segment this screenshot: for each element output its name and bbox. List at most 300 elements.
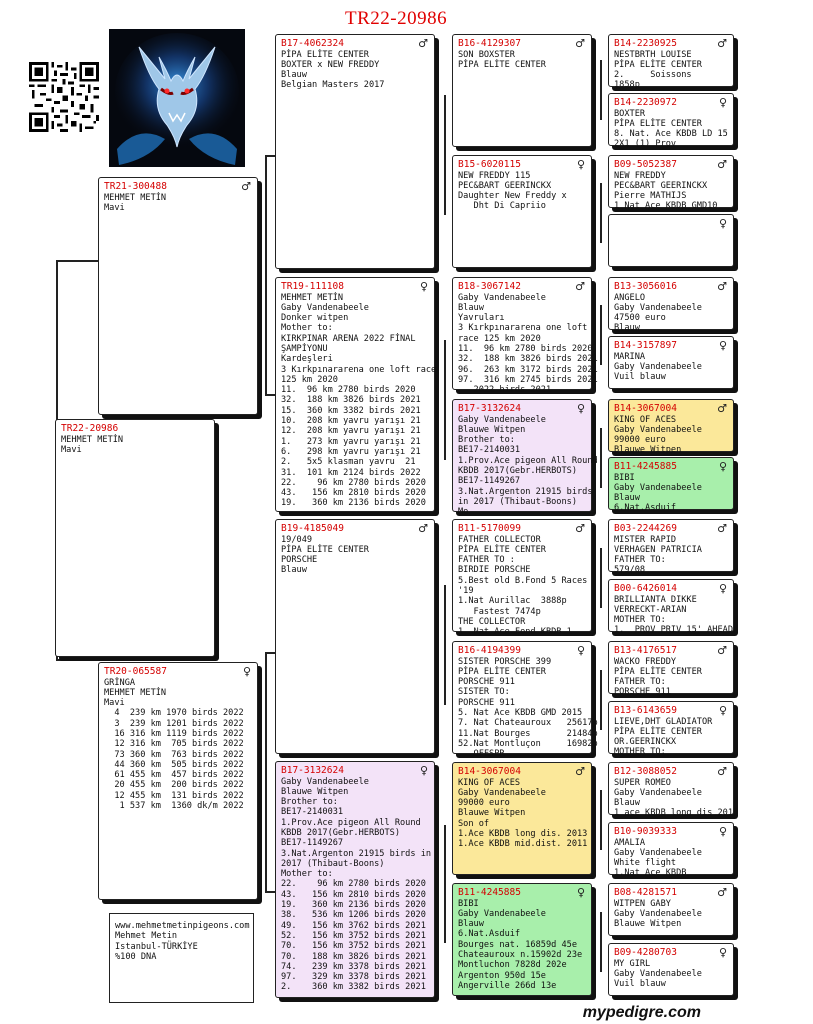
pigeon-info-line: Gaby Vandenabeele	[614, 424, 702, 435]
pigeon-card-g11[interactable]	[608, 641, 734, 698]
pigeon-info-line: 2. 5x5 klasman yavru 21	[281, 457, 416, 468]
pigeon-info-line: 4 239 km 1970 birds 2022	[104, 708, 244, 719]
ring-number: B16-4129307	[458, 38, 521, 49]
pigeon-info-line: 32. 188 km 3826 birds 2021	[281, 395, 421, 406]
pigeon-info-line: BE17-1149267	[458, 476, 521, 487]
pigeon-card-g1[interactable]	[608, 34, 734, 91]
pigeon-info-line: 70. 188 km 3826 birds 2021	[281, 951, 426, 962]
pigeon-info-line: PİPA ELİTE CENTER	[614, 59, 702, 70]
pigeon-info-line: 5.Best old B.Fond 5 Races	[458, 575, 588, 586]
ring-number: B12-3088052	[614, 766, 677, 777]
pigeon-info-line: 1.Prov.Ace pigeon All Round	[281, 817, 421, 828]
pigeon-info-line: 2. Soissons	[614, 70, 692, 81]
connector	[600, 428, 602, 488]
pigeon-card-g14[interactable]	[608, 822, 734, 879]
male-symbol-icon: ♂	[717, 158, 727, 171]
pigeon-card-sds[interactable]	[452, 277, 598, 396]
pigeon-card-g2[interactable]	[608, 93, 734, 150]
pigeon-info-line: FATHER TO:	[614, 677, 666, 688]
ring-number: B11-4245885	[614, 461, 677, 472]
pigeon-info-line: KING OF ACES	[614, 414, 677, 425]
pigeon-info-line: 3.Nat.Argenton 21915 birds	[458, 486, 593, 497]
pigeon-info-line: 43. 156 km 2810 birds 2020	[281, 488, 426, 499]
pigeon-info-line: VERHAGEN PATRICIA	[614, 544, 702, 555]
pigeon-info-line: BE17-2140031	[281, 807, 344, 818]
pedigree-title: TR22-20986	[345, 8, 448, 29]
male-symbol-icon: ♂	[418, 37, 428, 50]
breeder-info-box	[109, 913, 254, 1003]
female-symbol-icon: ♀	[576, 402, 585, 415]
ring-number: B17-3132624	[458, 403, 521, 414]
ring-number: TR21-300488	[104, 181, 167, 192]
pigeon-info-line: 12. 208 km yavru yarışı 21	[281, 426, 421, 437]
pigeon-info-line: PORSCHE 911	[458, 677, 515, 688]
male-symbol-icon: ♂	[241, 180, 251, 193]
pigeon-info-line: Dht Di Capriio	[458, 201, 546, 212]
pigeon-info-line: Gaby Vandenabeele	[458, 787, 546, 798]
pigeon-info-line: 3 239 km 1201 birds 2022	[104, 718, 244, 729]
ring-number: B03-2244269	[614, 523, 677, 534]
ring-number: B13-6143659	[614, 705, 677, 716]
pigeon-info-line: KING OF ACES	[458, 777, 521, 788]
pigeon-info-line: BIBI	[458, 898, 479, 909]
ring-number: TR19-111108	[281, 281, 344, 292]
pigeon-info-line: Blauw	[614, 798, 640, 809]
pigeon-info-line: VERRECKT-ARIAN	[614, 604, 687, 615]
pigeon-info-line: Mo	[458, 507, 469, 518]
pigeon-info-line: 1. 273 km yavru yarışı 21	[281, 436, 421, 447]
pigeon-info-line: NESTBRTH LOUISE	[614, 49, 692, 60]
pigeon-info-line: 52. 156 km 3752 birds 2021	[281, 930, 426, 941]
ring-number: B14-3157897	[614, 340, 677, 351]
pigeon-info-line: 1.Nat Aurillac 3888p	[458, 596, 567, 607]
pigeon-card-g13[interactable]	[608, 762, 739, 819]
pigeon-info-line: PORSCHE 911	[614, 687, 671, 698]
pigeon-card-ss[interactable]	[275, 34, 435, 269]
pigeon-info-line: OFFSPR	[458, 749, 505, 760]
pigeon-info-line: Mavi	[104, 698, 125, 709]
pigeon-info-line: 1.Nat Ace KBDB	[614, 868, 687, 879]
ring-number: TR20-065587	[104, 666, 167, 677]
pigeon-info-line: 61 455 km 457 birds 2022	[104, 770, 244, 781]
pigeon-info-line: PİPA ELİTE CENTER	[458, 544, 546, 555]
ring-number: B15-6020115	[458, 159, 521, 170]
brand-logo-text[interactable]: mypedigre.com	[582, 1004, 701, 1021]
female-symbol-icon: ♀	[576, 158, 585, 171]
pigeon-card-g3[interactable]	[608, 155, 734, 212]
connector	[600, 183, 602, 243]
pigeon-info-line: 8. Nat. Ace KBDB LD 15	[614, 129, 728, 140]
dragon-logo-image	[109, 29, 245, 167]
pigeon-info-line: 6.Nat.Asduif	[458, 929, 521, 940]
pigeon-info-line: Blauw	[614, 493, 640, 504]
connector	[444, 825, 446, 943]
pigeon-info-line: Belgian Masters 2017	[281, 80, 385, 91]
connector	[600, 790, 602, 850]
ring-number: B11-4245885	[458, 887, 521, 898]
pigeon-info-line: WACKO FREDDY	[614, 656, 677, 667]
pigeon-info-line: BIRDIE PORSCHE	[458, 565, 531, 576]
pigeon-card-sdd[interactable]	[452, 399, 598, 518]
ring-number: B08-4281571	[614, 887, 677, 898]
pigeon-info-line: Montluchon 7828d 202e	[458, 960, 567, 971]
pigeon-card-sss[interactable]	[452, 34, 592, 147]
connector	[444, 95, 446, 215]
pigeon-card-ds[interactable]	[275, 519, 435, 754]
pigeon-info-line: Chateauroux n.15902d 23e	[458, 949, 583, 960]
pigeon-info-line: MOTHER TO:	[614, 615, 666, 626]
connector	[600, 912, 602, 972]
pigeon-info-line: MOTHER TO:	[614, 747, 666, 758]
pigeon-info-line: Blauw	[458, 919, 484, 930]
pigeon-info-line: 38. 536 km 1206 birds 2020	[281, 910, 426, 921]
pigeon-info-line: Blauwe Witpen	[281, 786, 349, 797]
pigeon-info-line: Gaby Vandenabeele	[614, 787, 702, 798]
pigeon-info-line: MY GIRL	[614, 958, 651, 969]
pigeon-info-line: MEHMET METİN	[281, 292, 344, 303]
pigeon-info-line: 1 ace KBDB long dis 2013	[614, 808, 739, 819]
pigeon-info-line: PİPA ELİTE CENTER	[614, 118, 702, 129]
pigeon-card-g16[interactable]	[608, 943, 734, 996]
pigeon-info-line: in 2017 (Thibaut-Boons)	[458, 496, 577, 507]
pigeon-info-line: BOXTER	[614, 108, 646, 119]
female-symbol-icon: ♀	[718, 460, 727, 473]
pigeon-info-line: 1.Prov.Ace pigeon All Round	[458, 455, 598, 466]
pigeon-info-line: 6.Nat.Asduif	[614, 503, 677, 514]
pigeon-info-line: 22. 96 km 2780 birds 2020	[281, 477, 426, 488]
pigeon-info-line: PİPA ELİTE CENTER	[458, 666, 546, 677]
pigeon-info-line: 3 Kırkpınararena one loft race	[281, 364, 437, 375]
ring-number: B13-3056016	[614, 281, 677, 292]
pigeon-info-line: Blauw	[458, 302, 484, 313]
pigeon-info-line: Vuil blauw	[614, 979, 666, 990]
ring-number: B19-4185049	[281, 523, 344, 534]
pigeon-info-line: Gaby Vandenabeele	[281, 776, 369, 787]
pigeon-info-line: 2. 360 km 3382 birds 2021	[281, 982, 426, 993]
male-symbol-icon: ♂	[717, 402, 727, 415]
connector	[600, 60, 602, 120]
pigeon-card-dd[interactable]	[275, 761, 435, 998]
connector	[265, 394, 275, 396]
ring-number: TR22-20986	[61, 423, 119, 434]
pigeon-card-g15[interactable]	[608, 883, 734, 936]
pigeon-info-line: 32. 188 km 3826 birds 2021	[458, 354, 598, 365]
qr-code[interactable]	[29, 62, 99, 132]
pigeon-info-line: 11.Nat Bourges 21484p	[458, 728, 598, 739]
pigeon-info-line: Blauwe Witpen	[458, 808, 526, 819]
pigeon-info-line: Vuil blauw	[614, 372, 666, 383]
dna-note: %100 DNA	[115, 951, 157, 962]
female-symbol-icon: ♀	[718, 704, 727, 717]
ring-number: B10-9039333	[614, 826, 677, 837]
pigeon-info-line: ŞAMPİYONU	[281, 343, 328, 354]
pigeon-info-line: 15. 360 km 3382 birds 2021	[281, 405, 421, 416]
pigeon-info-line: 12 316 km 705 birds 2022	[104, 739, 244, 750]
pigeon-info-line: FATHER TO :	[458, 555, 515, 566]
pigeon-info-line: 16 316 km 1119 birds 2022	[104, 728, 244, 739]
pigeon-info-line: Brother to:	[281, 797, 338, 808]
male-symbol-icon: ♂	[575, 37, 585, 50]
pigeon-info-line: race 125 km 2020	[458, 333, 541, 344]
pigeon-info-line: Blauw	[281, 565, 307, 576]
pigeon-card-g7[interactable]	[608, 399, 734, 456]
pigeon-info-line: Mavi	[104, 202, 125, 213]
pigeon-info-line: THE COLLECTOR	[458, 616, 526, 627]
pigeon-info-line: Pierre MATHIJS	[614, 191, 687, 202]
ring-number: B14-3067004	[458, 766, 521, 777]
pigeon-info-line: 12 455 km 131 birds 2022	[104, 790, 244, 801]
pigeon-info-line: Angerville 266d 13e	[458, 980, 557, 991]
pigeon-info-line: 3 Kırkpınararena one loft	[458, 323, 588, 334]
pigeon-info-line: Son of	[458, 818, 490, 829]
pigeon-info-line: 97. 316 km 2745 birds 2021	[458, 374, 598, 385]
pigeon-card-g6[interactable]	[608, 336, 734, 389]
ring-number: B18-3067142	[458, 281, 521, 292]
pigeon-info-line: 47500 euro	[614, 313, 666, 324]
pigeon-info-line: Mavi	[61, 444, 82, 455]
pigeon-info-line: 20 455 km 200 birds 2022	[104, 780, 244, 791]
pigeon-info-line: '19	[458, 585, 474, 596]
pigeon-info-line: 96. 263 km 3172 birds 2021	[458, 364, 598, 375]
pigeon-info-line: Gaby Vandenabeele	[614, 302, 702, 313]
pigeon-info-line: Gaby Vandenabeele	[614, 847, 702, 858]
male-symbol-icon: ♂	[717, 765, 727, 778]
pigeon-info-line: White flight	[614, 858, 677, 869]
pigeon-info-line: 2017 (Thibaut-Boons)	[281, 858, 385, 869]
pigeon-info-line: PİPA ELİTE CENTER	[614, 666, 702, 677]
pigeon-info-line: 7. Nat Chateauroux 25617p	[458, 718, 598, 729]
pigeon-info-line: 19. 360 km 2136 birds 2020	[281, 900, 426, 911]
male-symbol-icon: ♂	[717, 886, 727, 899]
connector	[265, 891, 275, 893]
pigeon-info-line: 1 537 km 1360 dk/m 2022	[104, 801, 244, 812]
pigeon-info-line: 2022 birds 2021	[458, 385, 552, 396]
connector	[265, 155, 267, 395]
pigeon-info-line: KBDB 2017(Gebr.HERBOTS)	[281, 827, 400, 838]
ring-number: B14-2230972	[614, 97, 677, 108]
pigeon-info-line: 19/049	[281, 534, 313, 545]
pigeon-info-line: PİPA ELİTE CENTER	[458, 59, 546, 70]
ring-number: B00-6426014	[614, 583, 677, 594]
connector	[265, 652, 275, 654]
pigeon-info-line: 11. 96 km 2780 birds 2020	[458, 343, 593, 354]
pigeon-info-line: MEHMET METİN	[104, 192, 167, 203]
male-symbol-icon: ♂	[575, 280, 585, 293]
pigeon-info-line: 19. 360 km 2136 birds 2020	[281, 498, 426, 509]
pigeon-info-line: 2X1 (1) Prov	[614, 139, 677, 150]
ring-number: B17-4062324	[281, 38, 344, 49]
pigeon-info-line: PEC&BART GEERINCKX	[458, 180, 552, 191]
pigeon-card-dsd[interactable]	[452, 641, 598, 760]
female-symbol-icon: ♀	[718, 339, 727, 352]
pigeon-info-line: Gaby Vandenabeele	[614, 482, 702, 493]
breeder-website[interactable]: www.mehmetmetinpigeons.com	[115, 921, 250, 931]
pigeon-info-line: OR.GEERINCKX	[614, 737, 677, 748]
pigeon-info-line: Donker witpen	[281, 313, 349, 324]
connector	[56, 659, 98, 661]
pigeon-info-line: FATHER TO:	[614, 555, 666, 566]
pigeon-info-line: 44 360 km 505 birds 2022	[104, 759, 244, 770]
pigeon-info-line: 125 km 2020	[281, 374, 338, 385]
pigeon-card-dds[interactable]	[452, 762, 592, 875]
connector	[600, 548, 602, 608]
pigeon-info-line: WITPEN GABY	[614, 898, 671, 909]
pigeon-info-line: 74. 239 km 3378 birds 2021	[281, 961, 426, 972]
pigeon-info-line: Fastest 7474p	[458, 606, 541, 617]
pigeon-info-line: Mother to:	[281, 869, 333, 880]
connector	[600, 305, 602, 365]
pigeon-card-g10[interactable]	[608, 579, 734, 636]
pigeon-info-line: MISTER RAPID	[614, 534, 677, 545]
pigeon-info-line: 99000 euro	[458, 798, 510, 809]
pigeon-info-line: 22. 96 km 2780 birds 2020	[281, 879, 426, 890]
pigeon-card-g8[interactable]	[608, 457, 734, 514]
pigeon-info-line: FATHER COLLECTOR	[458, 534, 541, 545]
pigeon-info-line: 52.Nat Montluçon 16982p	[458, 738, 598, 749]
female-symbol-icon: ♀	[576, 644, 585, 657]
pigeon-info-line: NEW FREDDY	[614, 170, 666, 181]
pigeon-info-line: 579/08	[614, 565, 646, 576]
pigeon-info-line: KBDB 2017(Gebr.HERBOTS)	[458, 465, 577, 476]
pigeon-info-line: 11. 96 km 2780 birds 2020	[281, 385, 416, 396]
pigeon-info-line: Gaby Vandenabeele	[281, 302, 369, 313]
pigeon-info-line: PİPA ELİTE CENTER	[281, 544, 369, 555]
ring-number: B09-4280703	[614, 947, 677, 958]
male-symbol-icon: ♂	[717, 280, 727, 293]
female-symbol-icon: ♀	[718, 946, 727, 959]
pigeon-info-line: 97. 329 km 3378 birds 2021	[281, 972, 426, 983]
pigeon-info-line: 1 Nat Ace Fond KBDB 1	[458, 627, 572, 638]
pigeon-info-line: MARINA	[614, 351, 646, 362]
pigeon-info-line: Mother to:	[281, 323, 333, 334]
pigeon-info-line: Kardeşleri	[281, 354, 333, 365]
pigeon-info-line: MEHMET METİN	[61, 434, 124, 445]
pigeon-card-dam[interactable]	[98, 662, 258, 900]
pigeon-card-g5[interactable]	[608, 277, 734, 334]
pigeon-info-line: Blauwe Witpen	[614, 445, 682, 456]
pigeon-info-line: 3.Nat.Argenton 21915 birds in	[281, 848, 432, 859]
ring-number: B11-5170099	[458, 523, 521, 534]
pigeon-card-sire[interactable]	[98, 177, 258, 415]
pigeon-info-line: 73 360 km 763 birds 2022	[104, 749, 244, 760]
male-symbol-icon: ♂	[717, 37, 727, 50]
pigeon-info-line: PİPA ELİTE CENTER	[614, 726, 702, 737]
pigeon-info-line: SISTER TO:	[458, 687, 510, 698]
pigeon-info-line: MEHMET METİN	[104, 687, 167, 698]
pigeon-info-line: Blauwe Witpen	[458, 424, 526, 435]
pigeon-card-ddd[interactable]	[452, 883, 592, 996]
breeder-name: Mehmet Metin	[115, 931, 178, 942]
pigeon-info-line: Gaby Vandenabeele	[458, 908, 546, 919]
female-symbol-icon: ♀	[718, 825, 727, 838]
male-symbol-icon: ♂	[575, 522, 585, 535]
connector	[444, 340, 446, 460]
pigeon-card-ssd[interactable]	[452, 155, 592, 268]
pigeon-info-line: Argenton 950d 15e	[458, 970, 546, 981]
ring-number: B16-4194399	[458, 645, 521, 656]
pigeon-info-line: KIRKPINAR ARENA 2022 FİNAL	[281, 333, 416, 344]
pigeon-info-line: 49. 156 km 3762 birds 2021	[281, 920, 426, 931]
breeder-location: Istanbul-TÜRKİYE	[115, 941, 198, 952]
pigeon-info-line: 5. Nat Ace KBDB GMD 2015	[458, 707, 583, 718]
pigeon-info-line: 1.Ace KBDB long dis. 2013	[458, 828, 588, 839]
pigeon-info-line: Blauw	[614, 323, 640, 334]
connector	[600, 670, 602, 730]
male-symbol-icon: ♂	[717, 522, 727, 535]
female-symbol-icon: ♀	[419, 764, 428, 777]
male-symbol-icon: ♂	[717, 644, 727, 657]
pigeon-info-line: Yavruları	[458, 313, 505, 324]
pigeon-card-dss[interactable]	[452, 519, 592, 638]
pigeon-info-line: GRİNGA	[104, 677, 136, 688]
pigeon-info-line: PORSCHE	[281, 555, 318, 566]
connector	[56, 260, 98, 262]
pigeon-info-line: 1. PROV PRIV 15' AHEAD	[614, 625, 733, 636]
pigeon-card-main[interactable]	[55, 419, 215, 657]
male-symbol-icon: ♂	[575, 765, 585, 778]
pigeon-info-line: 99000 euro	[614, 435, 666, 446]
pigeon-info-line: 1 Nat Ace KBDB GMD10	[614, 201, 718, 212]
pigeon-info-line: Gaby Vandenabeele	[458, 414, 546, 425]
pigeon-info-line: PORSCHE 911	[458, 697, 515, 708]
pigeon-info-line: 43. 156 km 2810 birds 2020	[281, 889, 426, 900]
pigeon-info-line: NEW FREDDY 115	[458, 170, 531, 181]
pigeon-info-line: Gaby Vandenabeele	[614, 908, 702, 919]
female-symbol-icon: ♀	[718, 96, 727, 109]
female-symbol-icon: ♀	[242, 665, 251, 678]
pigeon-info-line: SISTER PORSCHE 399	[458, 656, 552, 667]
pigeon-info-line: BIBI	[614, 472, 635, 483]
ring-number: B14-2230925	[614, 38, 677, 49]
pigeon-info-line: SUPER ROMEO	[614, 777, 671, 788]
pigeon-info-line: Gaby Vandenabeele	[614, 361, 702, 372]
pigeon-info-line: 1858p	[614, 80, 640, 91]
pigeon-info-line: 31. 101 km 2124 birds 2022	[281, 467, 421, 478]
pigeon-info-line: Blauwe Witpen	[614, 919, 682, 930]
pigeon-info-line: Gaby Vandenabeele	[614, 968, 702, 979]
ring-number: B09-5052387	[614, 159, 677, 170]
pigeon-info-line: 6. 298 km yavru yarışı 21	[281, 446, 421, 457]
pigeon-info-line: Gaby Vandenabeele	[458, 292, 546, 303]
female-symbol-icon: ♀	[718, 582, 727, 595]
pigeon-info-line: PİPA ELİTE CENTER	[281, 49, 369, 60]
connector	[265, 652, 267, 892]
pigeon-info-line: Brother to:	[458, 435, 515, 446]
pigeon-card-g4[interactable]	[608, 214, 734, 267]
pigeon-info-line: 70. 156 km 3752 birds 2021	[281, 941, 426, 952]
female-symbol-icon: ♀	[419, 280, 428, 293]
ring-number: B17-3132624	[281, 765, 344, 776]
pigeon-info-line: BE17-1149267	[281, 838, 344, 849]
pigeon-info-line: Daughter New Freddy x	[458, 191, 567, 202]
pigeon-info-line: 10. 208 km yavru yarışı 21	[281, 416, 421, 427]
pigeon-info-line: PEC&BART GEERINCKX	[614, 180, 708, 191]
pigeon-info-line: Bourges nat. 16859d 45e	[458, 939, 577, 950]
connector	[444, 585, 446, 705]
female-symbol-icon: ♀	[576, 886, 585, 899]
pigeon-card-sd[interactable]	[275, 277, 435, 512]
pigeon-info-line: BOXTER x NEW FREDDY	[281, 59, 380, 70]
pigeon-info-line: AMALIA	[614, 837, 646, 848]
pigeon-info-line: Blauw	[281, 70, 307, 81]
pigeon-info-line: SON BOXSTER	[458, 49, 515, 60]
pigeon-info-line: BE17-2140031	[458, 445, 521, 456]
ring-number: B14-3067004	[614, 403, 677, 414]
male-symbol-icon: ♂	[418, 522, 428, 535]
pigeon-card-g12[interactable]	[608, 701, 734, 758]
pigeon-card-g9[interactable]	[608, 519, 734, 576]
connector	[265, 155, 275, 157]
